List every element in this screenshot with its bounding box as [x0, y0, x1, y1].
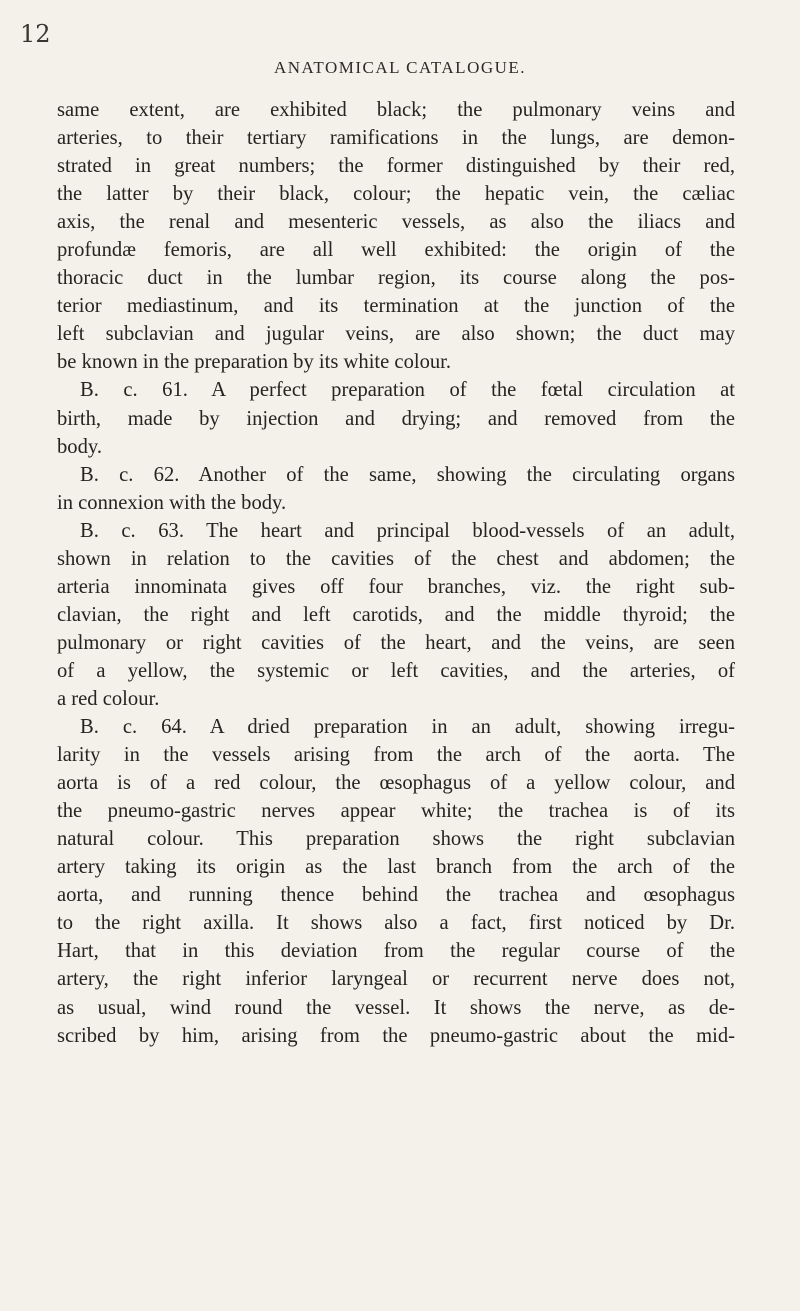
text-line: arteries, to their tertiary ramifications in the lungs, are demon-: [57, 127, 735, 150]
running-head: ANATOMICAL CATALOGUE.: [273, 58, 527, 77]
text-line: the latter by their black, colour; the hepatic vein, the cæliac: [57, 183, 735, 206]
text-line: B. c. 61. A perfect preparation of the fœtal circulation at: [80, 379, 735, 402]
text-line: profundæ femoris, are all well exhibited: the origin of the: [57, 239, 735, 262]
text-line: be known in the preparation by its white colour.: [57, 351, 452, 374]
text-line: arteria innominata gives off four branches, viz. the right sub-: [57, 575, 735, 598]
text-line: to the right axilla. It shows also a fact, first noticed by Dr.: [57, 912, 735, 935]
text-line: axis, the renal and mesenteric vessels, as also the iliacs and: [57, 211, 735, 234]
text-line: strated in great numbers; the former distinguished by their red,: [57, 155, 735, 178]
text-line: birth, made by injection and drying; and removed from the: [57, 407, 735, 430]
text-line: B. c. 64. A dried preparation in an adult, showing irregu-: [80, 716, 735, 739]
text-line: left subclavian and jugular veins, are also shown; the duct may: [57, 323, 735, 346]
text-line: as usual, wind round the vessel. It shows the nerve, as de-: [57, 996, 735, 1019]
text-line: body.: [57, 435, 102, 458]
text-line: artery, the right inferior laryngeal or recurrent nerve does not,: [57, 968, 735, 991]
text-line: a red colour.: [57, 687, 160, 710]
page-number: 12: [20, 20, 51, 48]
text-line: thoracic duct in the lumbar region, its course along the pos-: [57, 267, 735, 290]
text-line: larity in the vessels arising from the arch of the aorta. The: [57, 744, 735, 767]
text-line: clavian, the right and left carotids, and the middle thyroid; the: [57, 603, 735, 626]
text-line: B. c. 63. The heart and principal blood-vessels of an adult,: [80, 519, 735, 542]
text-line: terior mediastinum, and its termination at the junction of the: [57, 295, 735, 318]
text-line: same extent, are exhibited black; the pulmonary veins and: [57, 99, 735, 121]
text-line: aorta is of a red colour, the œsophagus of a yellow colour, and: [57, 772, 735, 795]
text-line: natural colour. This preparation shows the right subclavian: [57, 828, 735, 851]
text-line: the pneumo-gastric nerves appear white; the trachea is of its: [57, 800, 735, 823]
text-line: scribed by him, arising from the pneumo-gastric about the mid-: [57, 1024, 735, 1047]
text-line: pulmonary or right cavities of the heart, and the veins, are seen: [57, 631, 735, 654]
text-line: Hart, that in this deviation from the regular course of the: [57, 940, 735, 963]
text-line: of a yellow, the systemic or left cavities, and the arteries, of: [57, 659, 735, 682]
text-line: artery taking its origin as the last branch from the arch of the: [57, 856, 735, 879]
text-line: B. c. 62. Another of the same, showing the circulating organs: [80, 463, 735, 486]
text-line: in connexion with the body.: [57, 491, 287, 514]
text-line: shown in relation to the cavities of the chest and abdomen; the: [57, 547, 735, 570]
text-line: aorta, and running thence behind the trachea and œsophagus: [57, 884, 735, 907]
body-text: [57, 96, 735, 1050]
